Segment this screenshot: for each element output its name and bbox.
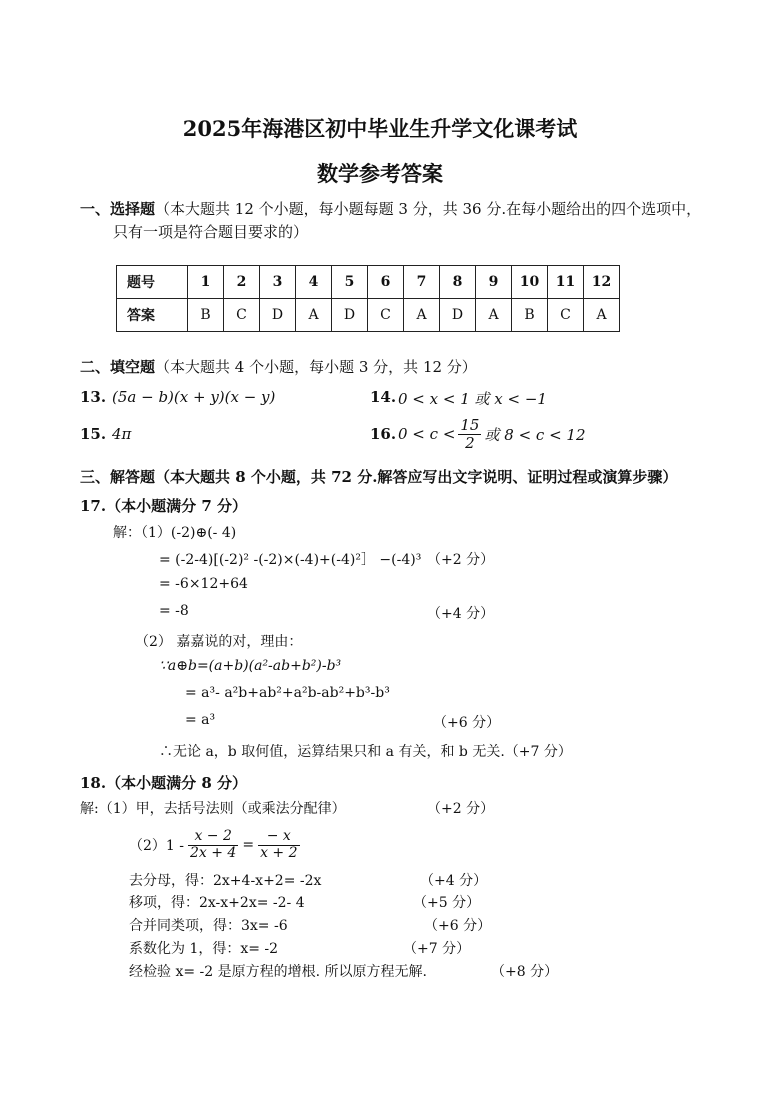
q17-line-3: = -6×12+64 bbox=[159, 576, 248, 592]
q16-fraction-num: 15 bbox=[460, 416, 480, 434]
answer-cell: A bbox=[404, 299, 440, 332]
q18-fraction-right bbox=[258, 829, 299, 861]
q13-answer: (5a − b)(x + y)(x − y) bbox=[112, 388, 276, 406]
answer-cell: D bbox=[260, 299, 296, 332]
answer-table-row-answers bbox=[117, 299, 620, 332]
q18-line-4: 移项，得：2x-x+2x= -2- 4 bbox=[129, 895, 305, 911]
q18-line-5: 合并同类项，得：3x= -6 bbox=[129, 918, 288, 934]
q17-line-6: ∵a⊕b=(a+b)(a²-ab+b²)-b³ bbox=[159, 658, 342, 674]
answer-cell: D bbox=[332, 299, 368, 332]
q18-fraction-right-num: − x bbox=[258, 829, 299, 845]
answer-table-label-ans: 答案 bbox=[117, 299, 188, 332]
q18-score-4: （+5 分） bbox=[413, 895, 481, 911]
q18-equation-eq: = bbox=[242, 837, 255, 853]
q18-fraction-left-num: x − 2 bbox=[188, 829, 238, 845]
q16-answer-pre: 0 < c < bbox=[398, 425, 456, 443]
q16-answer bbox=[398, 409, 586, 459]
q16-answer-post: 或 8 < c < 12 bbox=[484, 425, 586, 444]
q18-equation-pre: （2）1 - bbox=[129, 838, 184, 854]
section-2-title: 二、填空题 bbox=[80, 358, 156, 376]
section-3-header: 三、解答题（本大题共 8 个小题，共 72 分.解答应写出文字说明、证明过程或演算步骤） bbox=[80, 468, 678, 486]
q18-line-7: 经检验 x= -2 是原方程的增根. 所以原方程无解. bbox=[129, 964, 427, 980]
q18-line-6: 系数化为 1，得：x= -2 bbox=[129, 941, 279, 957]
q16-fraction-den: 2 bbox=[465, 433, 475, 452]
answer-cell: A bbox=[584, 299, 620, 332]
page-title: 2025年海港区初中毕业生升学文化课考试 bbox=[182, 116, 578, 141]
q17-line-4: = -8 bbox=[159, 603, 189, 619]
q18-header: 18.（本小题满分 8 分） bbox=[80, 774, 247, 792]
q17-score-8: （+6 分） bbox=[433, 715, 501, 731]
answer-cell: C bbox=[224, 299, 260, 332]
q17-header: 17.（本小题满分 7 分） bbox=[80, 497, 247, 515]
q17-line-7: = a³- a²b+ab²+a²b-ab²+b³-b³ bbox=[185, 685, 390, 701]
question-number: 1 bbox=[188, 266, 224, 299]
question-number: 9 bbox=[476, 266, 512, 299]
q17-score-2: （+2 分） bbox=[427, 552, 495, 568]
answer-table-row-numbers bbox=[117, 266, 620, 299]
answer-cell: C bbox=[548, 299, 584, 332]
question-number: 11 bbox=[548, 266, 584, 299]
q18-line-3: 去分母，得：2x+4-x+2= -2x bbox=[129, 873, 322, 889]
answer-cell: C bbox=[368, 299, 404, 332]
q17-line-2: = (-2-4)[(-2)² -(-2)×(-4)+(-4)²］ −(-4)³ bbox=[159, 552, 422, 568]
q17-score-4: （+4 分） bbox=[427, 606, 495, 622]
answer-cell: A bbox=[296, 299, 332, 332]
answer-table-label-num: 题号 bbox=[117, 266, 188, 299]
question-number: 5 bbox=[332, 266, 368, 299]
answer-cell: B bbox=[512, 299, 548, 332]
q15-label: 15. bbox=[80, 425, 107, 443]
q18-fraction-left bbox=[188, 829, 238, 861]
q14-answer: 0 < x < 1 或 x < −1 bbox=[398, 390, 547, 408]
q18-score-5: （+6 分） bbox=[424, 918, 492, 934]
q17-line-8: = a³ bbox=[185, 712, 216, 728]
question-number: 8 bbox=[440, 266, 476, 299]
q18-equation bbox=[129, 820, 304, 870]
question-number: 4 bbox=[296, 266, 332, 299]
question-number: 10 bbox=[512, 266, 548, 299]
answer-cell: B bbox=[188, 299, 224, 332]
q16-fraction bbox=[458, 417, 481, 451]
q16-label: 16. bbox=[370, 425, 397, 443]
q18-fraction-right-den: x + 2 bbox=[260, 844, 298, 861]
q15-answer: 4π bbox=[112, 425, 132, 443]
page-subtitle: 数学参考答案 bbox=[317, 161, 443, 186]
q18-fraction-left-den: 2x + 4 bbox=[190, 844, 237, 861]
q18-score-3: （+4 分） bbox=[420, 873, 488, 889]
q17-line-9: ∴无论 a，b 取何值，运算结果只和 a 有关，和 b 无关.（+7 分） bbox=[159, 744, 572, 760]
question-number: 7 bbox=[404, 266, 440, 299]
question-number: 3 bbox=[260, 266, 296, 299]
answer-table bbox=[116, 265, 620, 332]
q13-label: 13. bbox=[80, 388, 107, 406]
q17-line-1: 解：（1）(-2)⊕(- 4) bbox=[113, 525, 237, 541]
answer-cell: D bbox=[440, 299, 476, 332]
question-number: 2 bbox=[224, 266, 260, 299]
q14-label: 14. bbox=[370, 388, 397, 406]
q18-score-7: （+8 分） bbox=[491, 964, 559, 980]
q18-score-6: （+7 分） bbox=[403, 941, 471, 957]
q18-line-1: 解:（1）甲，去括号法则（或乘法分配律） bbox=[80, 801, 346, 817]
section-2-desc: （本大题共 4 个小题，每小题 3 分，共 12 分） bbox=[155, 358, 477, 376]
section-2-header bbox=[80, 356, 477, 377]
answer-cell: A bbox=[476, 299, 512, 332]
question-number: 6 bbox=[368, 266, 404, 299]
q17-line-5: （2） 嘉嘉说的对，理由： bbox=[135, 634, 303, 650]
question-number: 12 bbox=[584, 266, 620, 299]
section-1-title: 一、选择题 bbox=[80, 200, 156, 218]
section-1-desc: （本大题共 12 个小题，每小题每题 3 分，共 36 分.在每小题给出的四个选项中， bbox=[155, 200, 702, 218]
section-1-desc-line2: 只有一项是符合题目要求的） bbox=[113, 223, 309, 241]
q18-score-1: （+2 分） bbox=[427, 801, 495, 817]
section-1-header bbox=[80, 198, 701, 219]
